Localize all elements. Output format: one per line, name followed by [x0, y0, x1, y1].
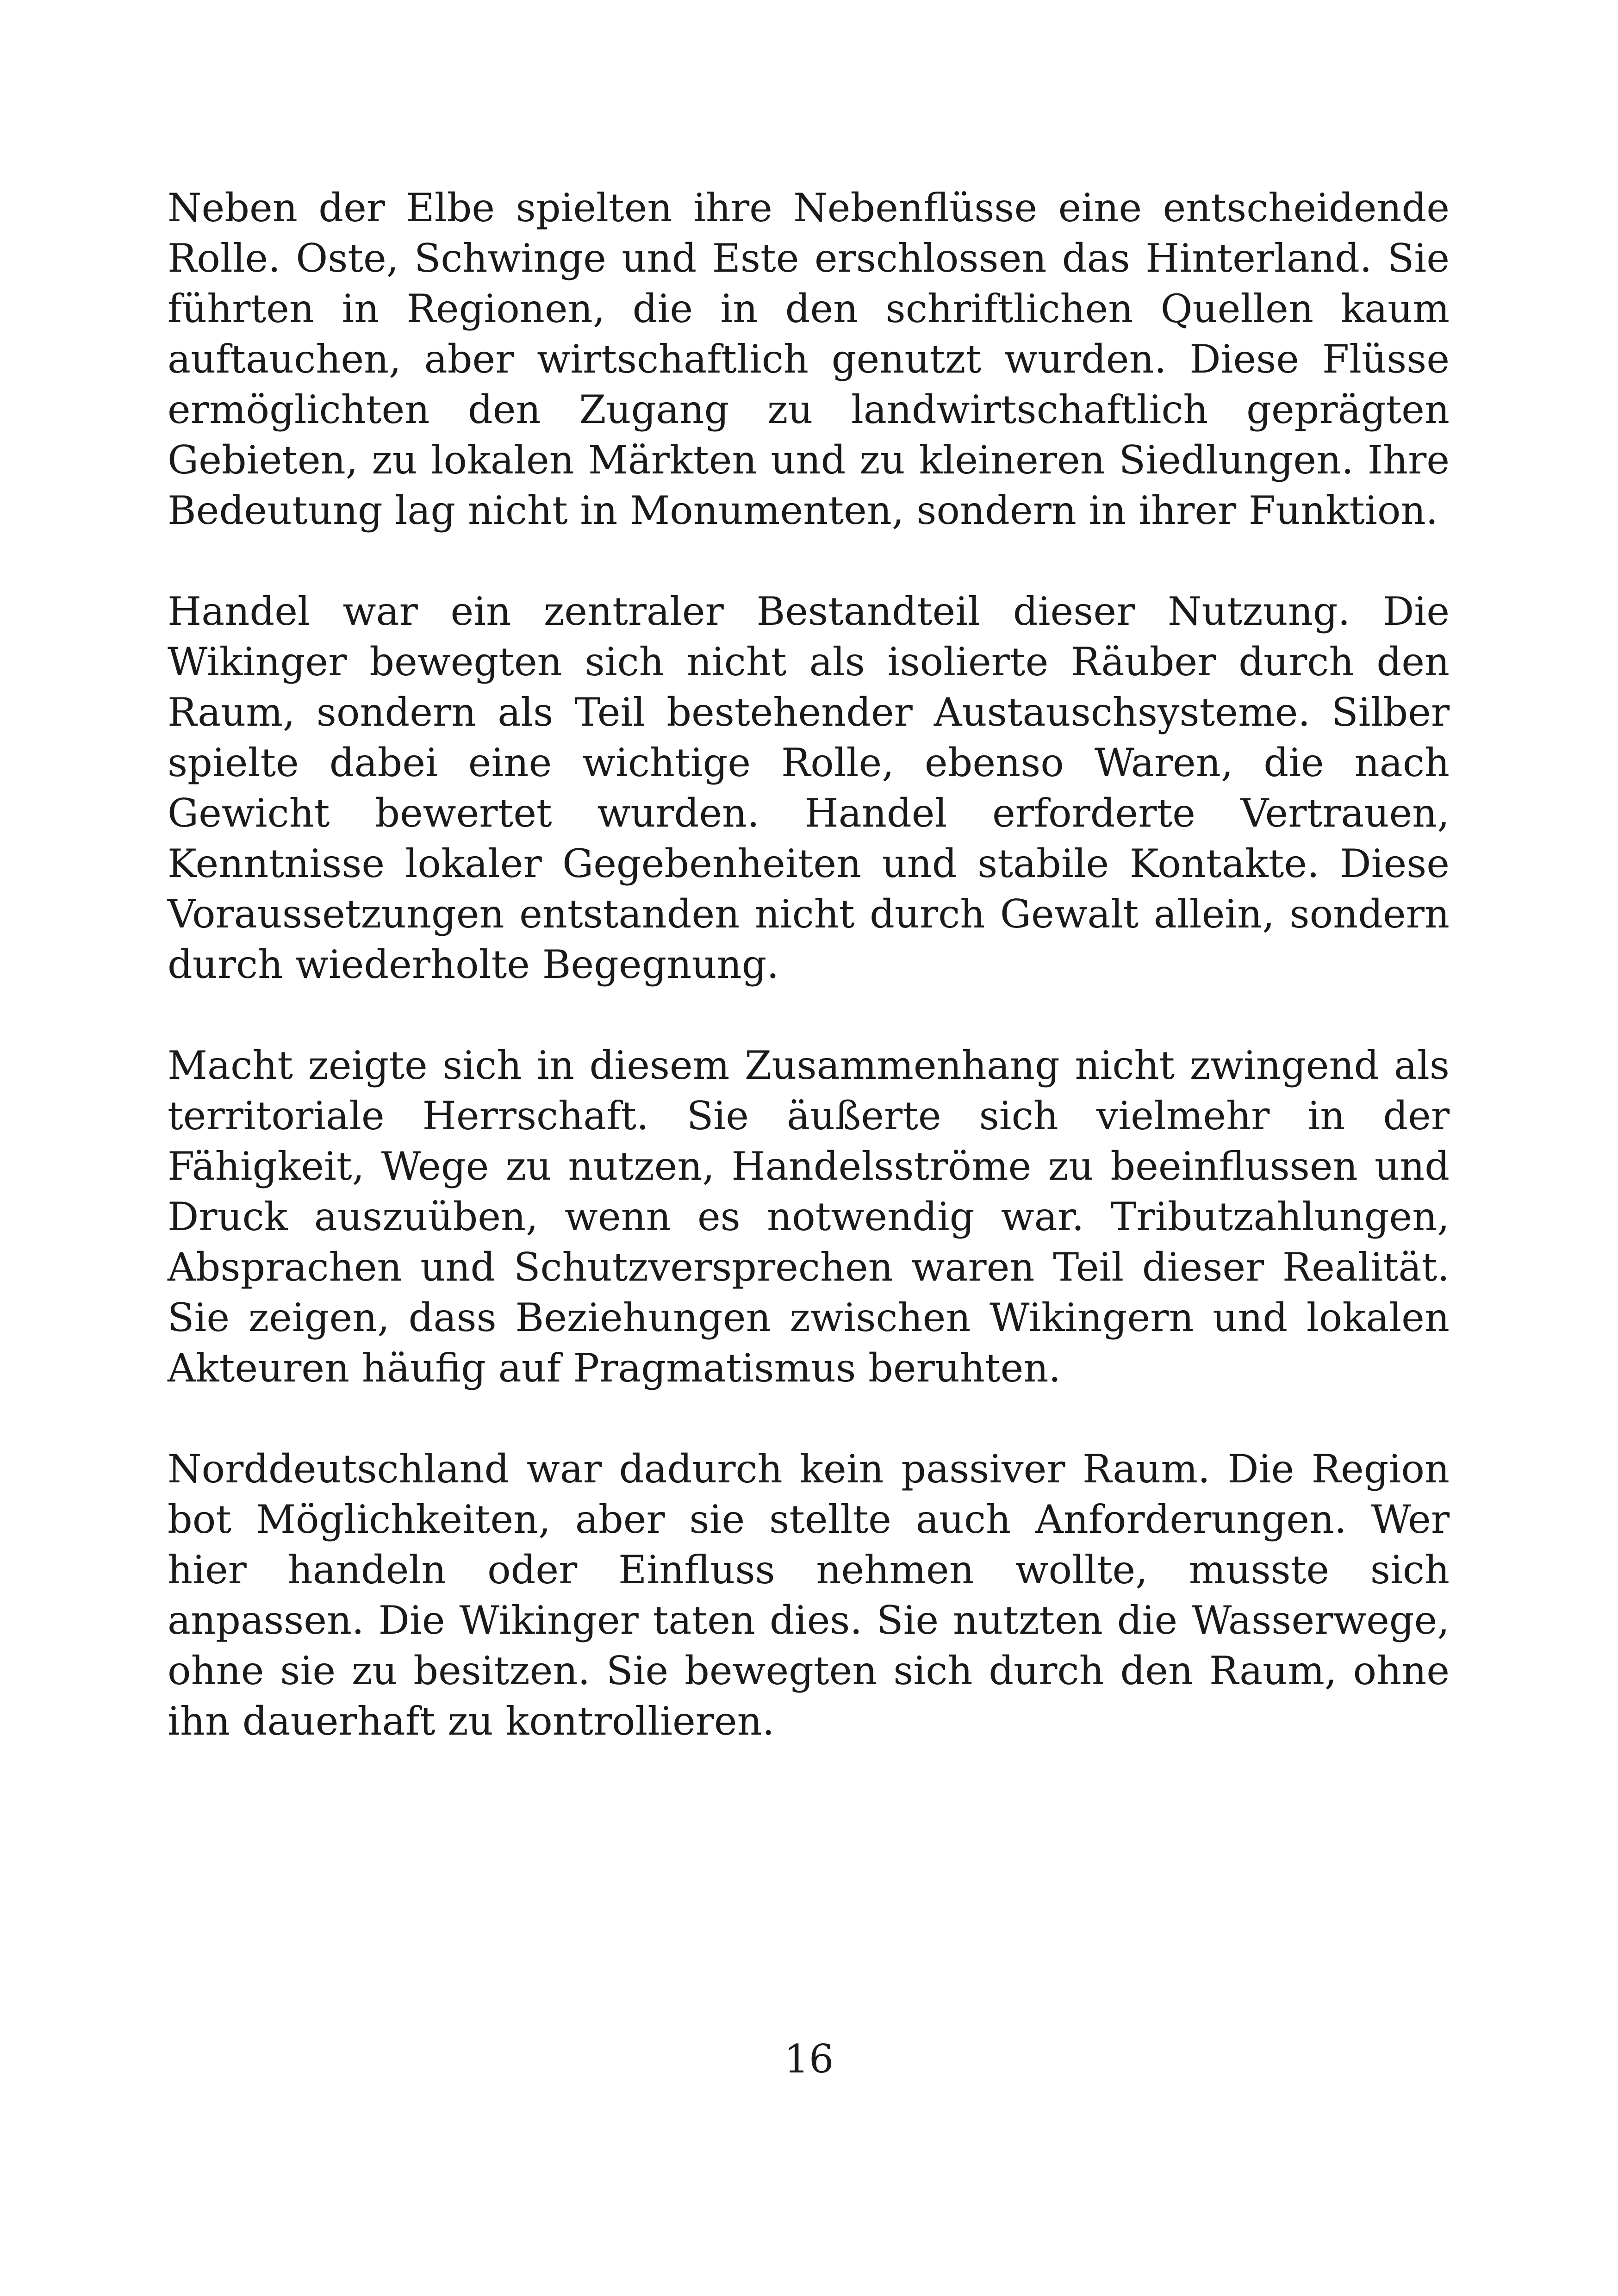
body-text: [168, 183, 1450, 1797]
paragraph-4: Norddeutschland war dadurch kein passiver Raum. Die Region bot Möglichkeiten, aber sie stellte auch Anforderungen. Wer hier handeln oder Einfluss nehmen wollte, musste sich anpassen. Die Wikinger taten dies. Sie nutzten die Wasserwege, ohne sie zu besitzen. Sie bewegten sich durch den Raum, ohne ihn dauerhaft zu kontrollieren.: [168, 1446, 1450, 1744]
paragraph-2: Handel war ein zentraler Bestandteil dieser Nutzung. Die Wikinger bewegten sich nicht als isolierte Räuber durch den Raum, sondern als Teil bestehender Austauschsysteme. Silber spielte dabei eine wichtige Rolle, ebenso Waren, die nach Gewicht bewertet wurden. Handel erforderte Vertrauen, Kenntnisse lokaler Gegebenheiten und stabile Kontakte. Diese Voraussetzungen entstanden nicht durch Gewalt allein, sondern durch wiederholte Begegnung.: [168, 589, 1450, 987]
paragraph-3: Macht zeigte sich in diesem Zusammenhang nicht zwingend als territoriale Herrschaft. Sie äußerte sich vielmehr in der Fähigkeit, Wege zu nutzen, Handelsströme zu beeinflussen und Druck auszuüben, wenn es notwendig war. Tributzahlungen, Absprachen und Schutzversprechen waren Teil dieser Realität. Sie zeigen, dass Beziehungen zwischen Wikingern und lokalen Akteuren häufig auf Pragmatismus beruhten.: [168, 1043, 1450, 1391]
paragraph-1: Neben der Elbe spielten ihre Nebenflüsse eine entscheidende Rolle. Oste, Schwinge und Este erschlossen das Hinterland. Sie führten in Regionen, die in den schriftlichen Quellen kaum auftauchen, aber wirtschaftlich genutzt wurden. Diese Flüsse ermöglichten den Zugang zu landwirtschaftlich geprägten Gebieten, zu lokalen Märkten und zu kleineren Siedlungen. Ihre Bedeutung lag nicht in Monumenten, sondern in ihrer Funktion.: [168, 185, 1450, 533]
page-number: 16: [784, 2036, 834, 2082]
